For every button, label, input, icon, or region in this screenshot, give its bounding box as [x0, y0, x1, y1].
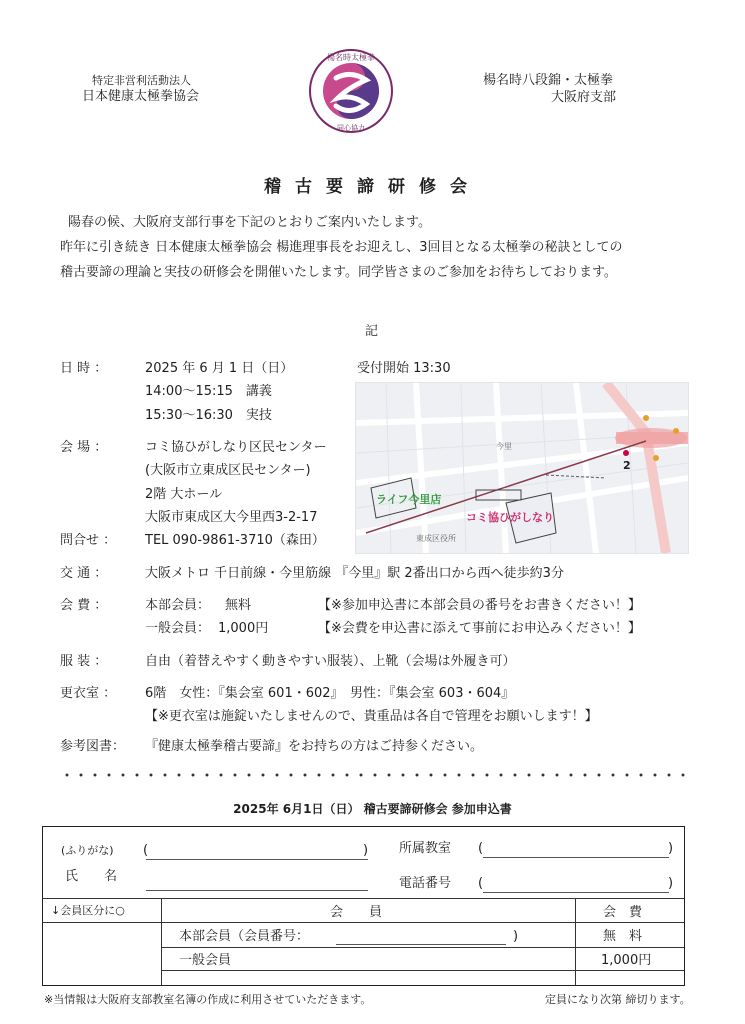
association-logo: [308, 48, 394, 134]
cut-line: [60, 772, 685, 778]
phone-paren-open: (: [478, 876, 484, 891]
intro-text: [60, 210, 623, 285]
fee-general-label: 一般会員：: [145, 621, 211, 636]
map-label-exit: 2: [623, 459, 631, 472]
ki-label: 記: [365, 324, 379, 339]
reference-label: 参考図書：: [60, 739, 126, 754]
venue-room: 2階 大ホール: [145, 487, 223, 502]
access-value: 大阪メトロ 千日前線・今里筋線 『今里』駅 2番出口から西へ徒歩約3分: [145, 566, 564, 581]
classroom-label: 所属教室: [399, 841, 452, 856]
name-label: 氏 名: [65, 869, 118, 884]
map-label-small2: 東成区役所: [416, 534, 456, 543]
map-label-small1: 今里: [496, 442, 512, 451]
member-type-label: ↓会員区分に○: [51, 904, 125, 917]
fee-general-note: 【※会費を申込書に添えて事前にお申込みください！】: [318, 621, 641, 636]
form-title: 2025年 6月1日（日） 稽古要諦研修会 参加申込書: [233, 802, 512, 816]
classroom-paren-close: ): [668, 841, 674, 856]
venue-address: 大阪市東成区大今里西3-2-17: [145, 510, 318, 525]
intro-line: 陽春の候、大阪府支部行事を下記のとおりご案内いたします。: [68, 215, 431, 230]
phone-paren-close: ): [668, 876, 674, 891]
application-form: [42, 826, 685, 986]
dress-value: 自由（着替えやすく動きやすい服装）、上靴（会場は外履き可）: [145, 654, 516, 669]
access-label: 交 通 ：: [60, 566, 108, 581]
datetime-label: 日 時 ：: [60, 361, 108, 376]
venue-label: 会 場 ：: [60, 440, 108, 455]
dress-label: 服 装 ：: [60, 654, 108, 669]
map-roads: [356, 383, 688, 553]
general-row-label[interactable]: 一般会員: [179, 953, 232, 968]
logo-text-bottom: 同心協力: [337, 124, 365, 132]
footer-note-left: ※当情報は大阪府支部教室名簿の作成に利用させていただきます。: [44, 993, 372, 1006]
furigana-field[interactable]: [146, 859, 368, 860]
org-left-line2: 日本健康太極拳協会: [82, 89, 200, 104]
venue-map: [355, 382, 689, 554]
phone-label: 電話番号: [399, 876, 452, 891]
fee-member-note: 【※参加申込書に本部会員の番号をお書きください！】: [318, 598, 641, 613]
page-title: 稽古要諦研修会: [264, 177, 481, 197]
intro-line: 昨年に引き続き 日本健康太極拳協会 楊進理事長をお迎えし、3回目となる太極拳の秘訣としての: [60, 240, 623, 255]
footer-note-right: 定員になり次第 締切ります。: [545, 993, 691, 1006]
classroom-field[interactable]: [483, 857, 669, 858]
contact-value: TEL 090-9861-3710（森田）: [145, 533, 325, 548]
org-left-line1: 特定非営利活動法人: [92, 74, 191, 87]
phone-field[interactable]: [483, 892, 669, 893]
locker-label: 更衣室 ：: [60, 686, 117, 701]
fee-column-header: 会 費: [603, 905, 643, 920]
furigana-label: (ふりがな): [61, 844, 114, 857]
datetime-date: 2025 年 6 月 1 日（日）: [145, 361, 294, 376]
session-lecture: 14:00～15:15 講義: [145, 384, 272, 399]
fee-member-value: 無料: [225, 598, 252, 613]
fee-member-label: 本部会員：: [145, 598, 211, 613]
reception-time: 受付開始 13:30: [357, 361, 451, 376]
venue-alt-name: (大阪市立東成区民センター): [145, 463, 311, 478]
contact-label: 問合せ ：: [60, 533, 117, 548]
session-practice: 15:30～16:30 実技: [145, 408, 272, 423]
member-row-label[interactable]: 本部会員（会員番号：: [179, 929, 310, 944]
venue-name: コミ協ひがしなり区民センター: [145, 440, 327, 455]
member-number-field[interactable]: [336, 944, 506, 945]
furigana-paren-open: (: [143, 843, 149, 858]
name-field[interactable]: [146, 890, 368, 891]
member-row-close: ): [513, 929, 519, 944]
intro-line: 稽古要諦の理論と実技の研修会を開催いたします。同学皆さまのご参加をお待ちしております。: [60, 265, 617, 280]
org-right-line1: 楊名時八段錦・太極拳: [483, 73, 614, 88]
org-right-line2: 大阪府支部: [551, 90, 617, 105]
locker-note: 【※更衣室は施錠いたしませんので、貴重品は各自で管理をお願いします！】: [145, 709, 598, 724]
logo-text-top: 楊名時太極拳: [327, 53, 375, 62]
fee-general-value: 1,000円: [218, 621, 269, 636]
map-label-life: ライフ今里店: [376, 493, 442, 506]
classroom-paren-open: (: [478, 841, 484, 856]
map-label-venue: コミ協ひがしなり: [466, 511, 554, 524]
general-row-fee: 1,000円: [601, 953, 652, 968]
locker-value: 6階 女性：『集会室 601・602』 男性：『集会室 603・604』: [145, 686, 515, 701]
member-column-header: 会 員: [330, 905, 383, 920]
member-row-fee: 無 料: [603, 929, 643, 944]
furigana-paren-close: ): [363, 843, 369, 858]
fee-label: 会 費 ：: [60, 598, 108, 613]
reference-value: 『健康太極拳稽古要諦』をお持ちの方はご持参ください。: [145, 739, 484, 754]
